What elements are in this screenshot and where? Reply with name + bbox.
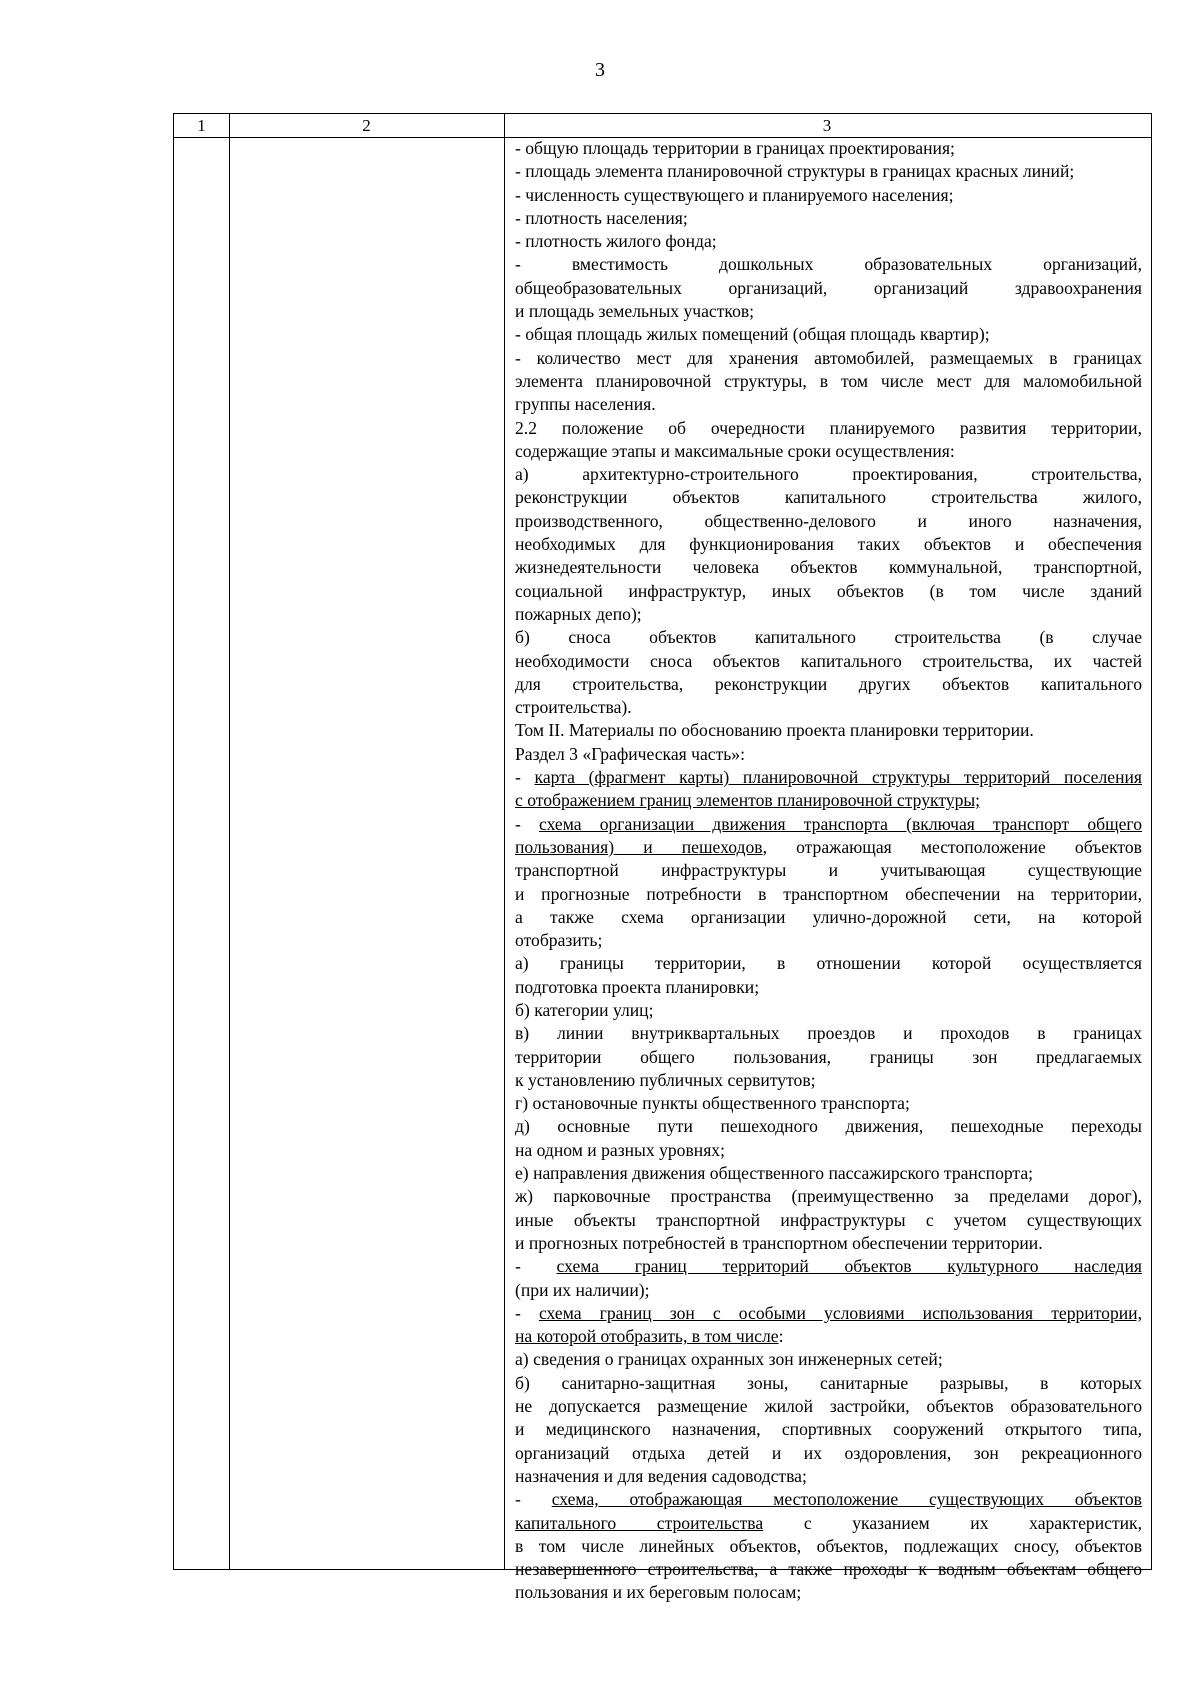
text-segment: строительства). [515,697,632,718]
text-segment: на одном и разных уровнях; [515,1139,725,1160]
text-line [515,207,1142,230]
text-segment: а) сведения о границах охранных зон инженерных сетей; [515,1349,943,1370]
text-segment: а также схема организации улично-дорожной сети, на которой [515,906,1142,927]
text-segment: организаций отдыха детей и их оздоровления, зон рекреационного [515,1442,1142,1463]
text-line [515,160,1142,183]
underlined-text: на которой отобразить, в том числе [515,1326,779,1347]
text-segment: незавершенного строительства, а также проходы к водным объектам общего [515,1559,1142,1580]
text-segment: социальной инфраструктур, иных объектов (в том числе зданий [515,580,1142,601]
text-line [515,1581,1142,1604]
text-line [515,1372,1142,1395]
text-line [515,603,1142,626]
text-segment: реконструкции объектов капитального строительства жилого, [515,487,1142,508]
text-line [515,1512,1142,1535]
text-segment: - [515,1489,552,1510]
underlined-text: схема организации движения транспорта (включая транспорт общего [539,813,1142,834]
text-line [515,1395,1142,1418]
text-segment: иные объекты транспортной инфраструктуры с учетом существующих [515,1209,1142,1230]
text-segment: и прогнозные потребности в транспортном обеспечении на территории, [515,883,1142,904]
text-line [515,230,1142,253]
text-line [515,1302,1142,1325]
text-line [515,1209,1142,1232]
text-segment: к установлению публичных сервитутов; [515,1069,816,1090]
text-segment: , отражающая местоположение объектов [762,836,1142,857]
text-segment: а) архитектурно-строительного проектирования, строительства, [515,464,1142,485]
text-segment: и площадь земельных участков; [515,301,755,322]
text-line [515,719,1142,742]
text-line [515,1022,1142,1045]
text-line [515,1162,1142,1185]
text-line [515,836,1142,859]
text-line [515,1558,1142,1581]
text-line [515,486,1142,509]
text-line [515,440,1142,463]
text-segment: б) санитарно-защитная зоны, санитарные разрывы, в которых [515,1372,1142,1393]
text-segment: е) направления движения общественного пассажирского транспорта; [515,1163,1034,1184]
text-segment: б) сноса объектов капитального строительства (в случае [515,627,1142,648]
text-segment: - плотность населения; [515,207,688,228]
text-segment: подготовка проекта планировки; [515,976,760,997]
text-line [515,766,1142,789]
text-segment: содержащие этапы и максимальные сроки осуществления: [515,440,955,461]
text-segment: транспортной инфраструктуры и учитывающая существующие [515,860,1142,881]
underlined-text: схема границ зон с особыми условиями использования территории, [538,1302,1142,1323]
text-line [515,1139,1142,1162]
text-segment: - количество мест для хранения автомобилей, размещаемых в границах [515,347,1142,368]
text-segment: в) линии внутриквартальных проездов и проходов в границах [515,1023,1142,1044]
text-segment: Раздел 3 «Графическая часть»: [515,743,745,764]
text-line [515,510,1142,533]
text-line [515,1465,1142,1488]
text-line [515,277,1142,300]
text-segment: группы населения. [515,394,656,415]
text-line [515,417,1142,440]
text-line [515,626,1142,649]
text-line [515,1535,1142,1558]
column-header-1: 1 [197,116,206,135]
text-segment: и прогнозных потребностей в транспортном обеспечении территории. [515,1232,1043,1253]
text-segment: а) границы территории, в отношении которой осуществляется [515,953,1142,974]
text-line [515,1418,1142,1441]
text-segment: - [515,813,539,834]
text-line [515,463,1142,486]
text-segment: пользования и их береговым полосам; [515,1582,802,1603]
column-divider [504,114,505,1569]
text-line [515,1442,1142,1465]
text-line [515,1325,1142,1348]
text-segment: необходимости сноса объектов капитального строительства, их частей [515,650,1142,671]
page-number: 3 [595,59,605,81]
text-segment: - [515,1256,557,1277]
text-segment: д) основные пути пешеходного движения, пешеходные переходы [515,1116,1142,1137]
text-line [515,999,1142,1022]
text-line [515,347,1142,370]
text-segment: - общую площадь территории в границах проектирования; [515,138,955,158]
text-segment: - плотность жилого фонда; [515,231,717,252]
underlined-text: с отображением границ элементов планировочной структуры; [515,790,981,811]
text-segment: и медицинского назначения, спортивных сооружений открытого типа, [515,1419,1142,1440]
text-segment: элемента планировочной структуры, в том числе мест для маломобильной [515,370,1142,391]
text-segment: - численность существующего и планируемого населения; [515,184,954,205]
text-line [515,580,1142,603]
text-line [515,929,1142,952]
text-segment: 2.2 положение об очередности планируемого развития территории, [515,417,1142,438]
text-line [515,370,1142,393]
text-line [515,300,1142,323]
text-segment: не допускается размещение жилой застройки, объектов образовательного [515,1396,1142,1417]
text-line [515,789,1142,812]
text-segment: ж) парковочные пространства (преимущественно за пределами дорог), [515,1186,1142,1207]
text-segment: : [778,1326,784,1347]
text-segment: (при их наличии); [515,1279,650,1300]
text-line [515,859,1142,882]
text-line [515,1069,1142,1092]
text-line [515,1185,1142,1208]
column-divider [229,114,230,1569]
text-line [515,1348,1142,1371]
text-segment: в том числе линейных объектов, объектов, подлежащих сносу, объектов [515,1535,1142,1556]
text-line [515,906,1142,929]
text-segment: Том II. Материалы по обоснованию проекта планировки территории. [515,720,1034,741]
text-line [515,673,1142,696]
column-header-3: 3 [822,116,832,135]
underlined-text: схема, отображающая местоположение существующих объектов [551,1489,1142,1510]
underlined-text: схема границ территорий объектов культурного наследия [556,1256,1143,1277]
text-line [515,1046,1142,1069]
underlined-text: пользования) и пешеходов [515,836,763,857]
text-segment: отобразить; [515,930,603,951]
text-line [515,650,1142,673]
text-segment: производственного, общественно-делового и иного назначения, [515,510,1142,531]
column-3-content [515,137,1142,1605]
text-line [515,184,1142,207]
text-line [515,1255,1142,1278]
text-segment: с указанием их характеристик, [763,1512,1142,1533]
text-line [515,1232,1142,1255]
text-line [515,976,1142,999]
text-segment: для строительства, реконструкции других объектов капитального [515,673,1142,694]
text-segment: - вместимость дошкольных образовательных организаций, [515,254,1142,275]
text-line [515,137,1142,160]
text-segment: жизнедеятельности человека объектов коммунальной, транспортной, [515,557,1142,578]
text-line [515,1092,1142,1115]
text-line [515,1488,1142,1511]
text-segment: - [515,767,535,788]
text-line [515,952,1142,975]
text-segment: - общая площадь жилых помещений (общая площадь квартир); [515,324,990,345]
text-line [515,253,1142,276]
column-header-2: 2 [362,116,371,135]
text-segment: - [515,1302,539,1323]
text-segment: необходимых для функционирования таких объектов и обеспечения [515,534,1142,555]
text-segment: г) остановочные пункты общественного транспорта; [515,1093,910,1114]
text-line [515,883,1142,906]
text-line [515,1279,1142,1302]
text-line [515,323,1142,346]
text-line [515,813,1142,836]
text-segment: назначения и для ведения садоводства; [515,1465,807,1486]
text-segment: - площадь элемента планировочной структуры в границах красных линий; [515,161,1075,182]
text-segment: территории общего пользования, границы зон предлагаемых [515,1046,1142,1067]
text-line [515,556,1142,579]
text-line [515,743,1142,766]
text-line [515,696,1142,719]
text-segment: общеобразовательных организаций, организаций здравоохранения [515,277,1142,298]
text-line [515,533,1142,556]
text-line [515,393,1142,416]
text-segment: пожарных депо); [515,603,642,624]
underlined-text: карта (фрагмент карты) планировочной структуры территорий поселения [534,767,1142,788]
text-line [515,1115,1142,1138]
text-segment: б) категории улиц; [515,999,654,1020]
underlined-text: капитального строительства [515,1512,764,1533]
